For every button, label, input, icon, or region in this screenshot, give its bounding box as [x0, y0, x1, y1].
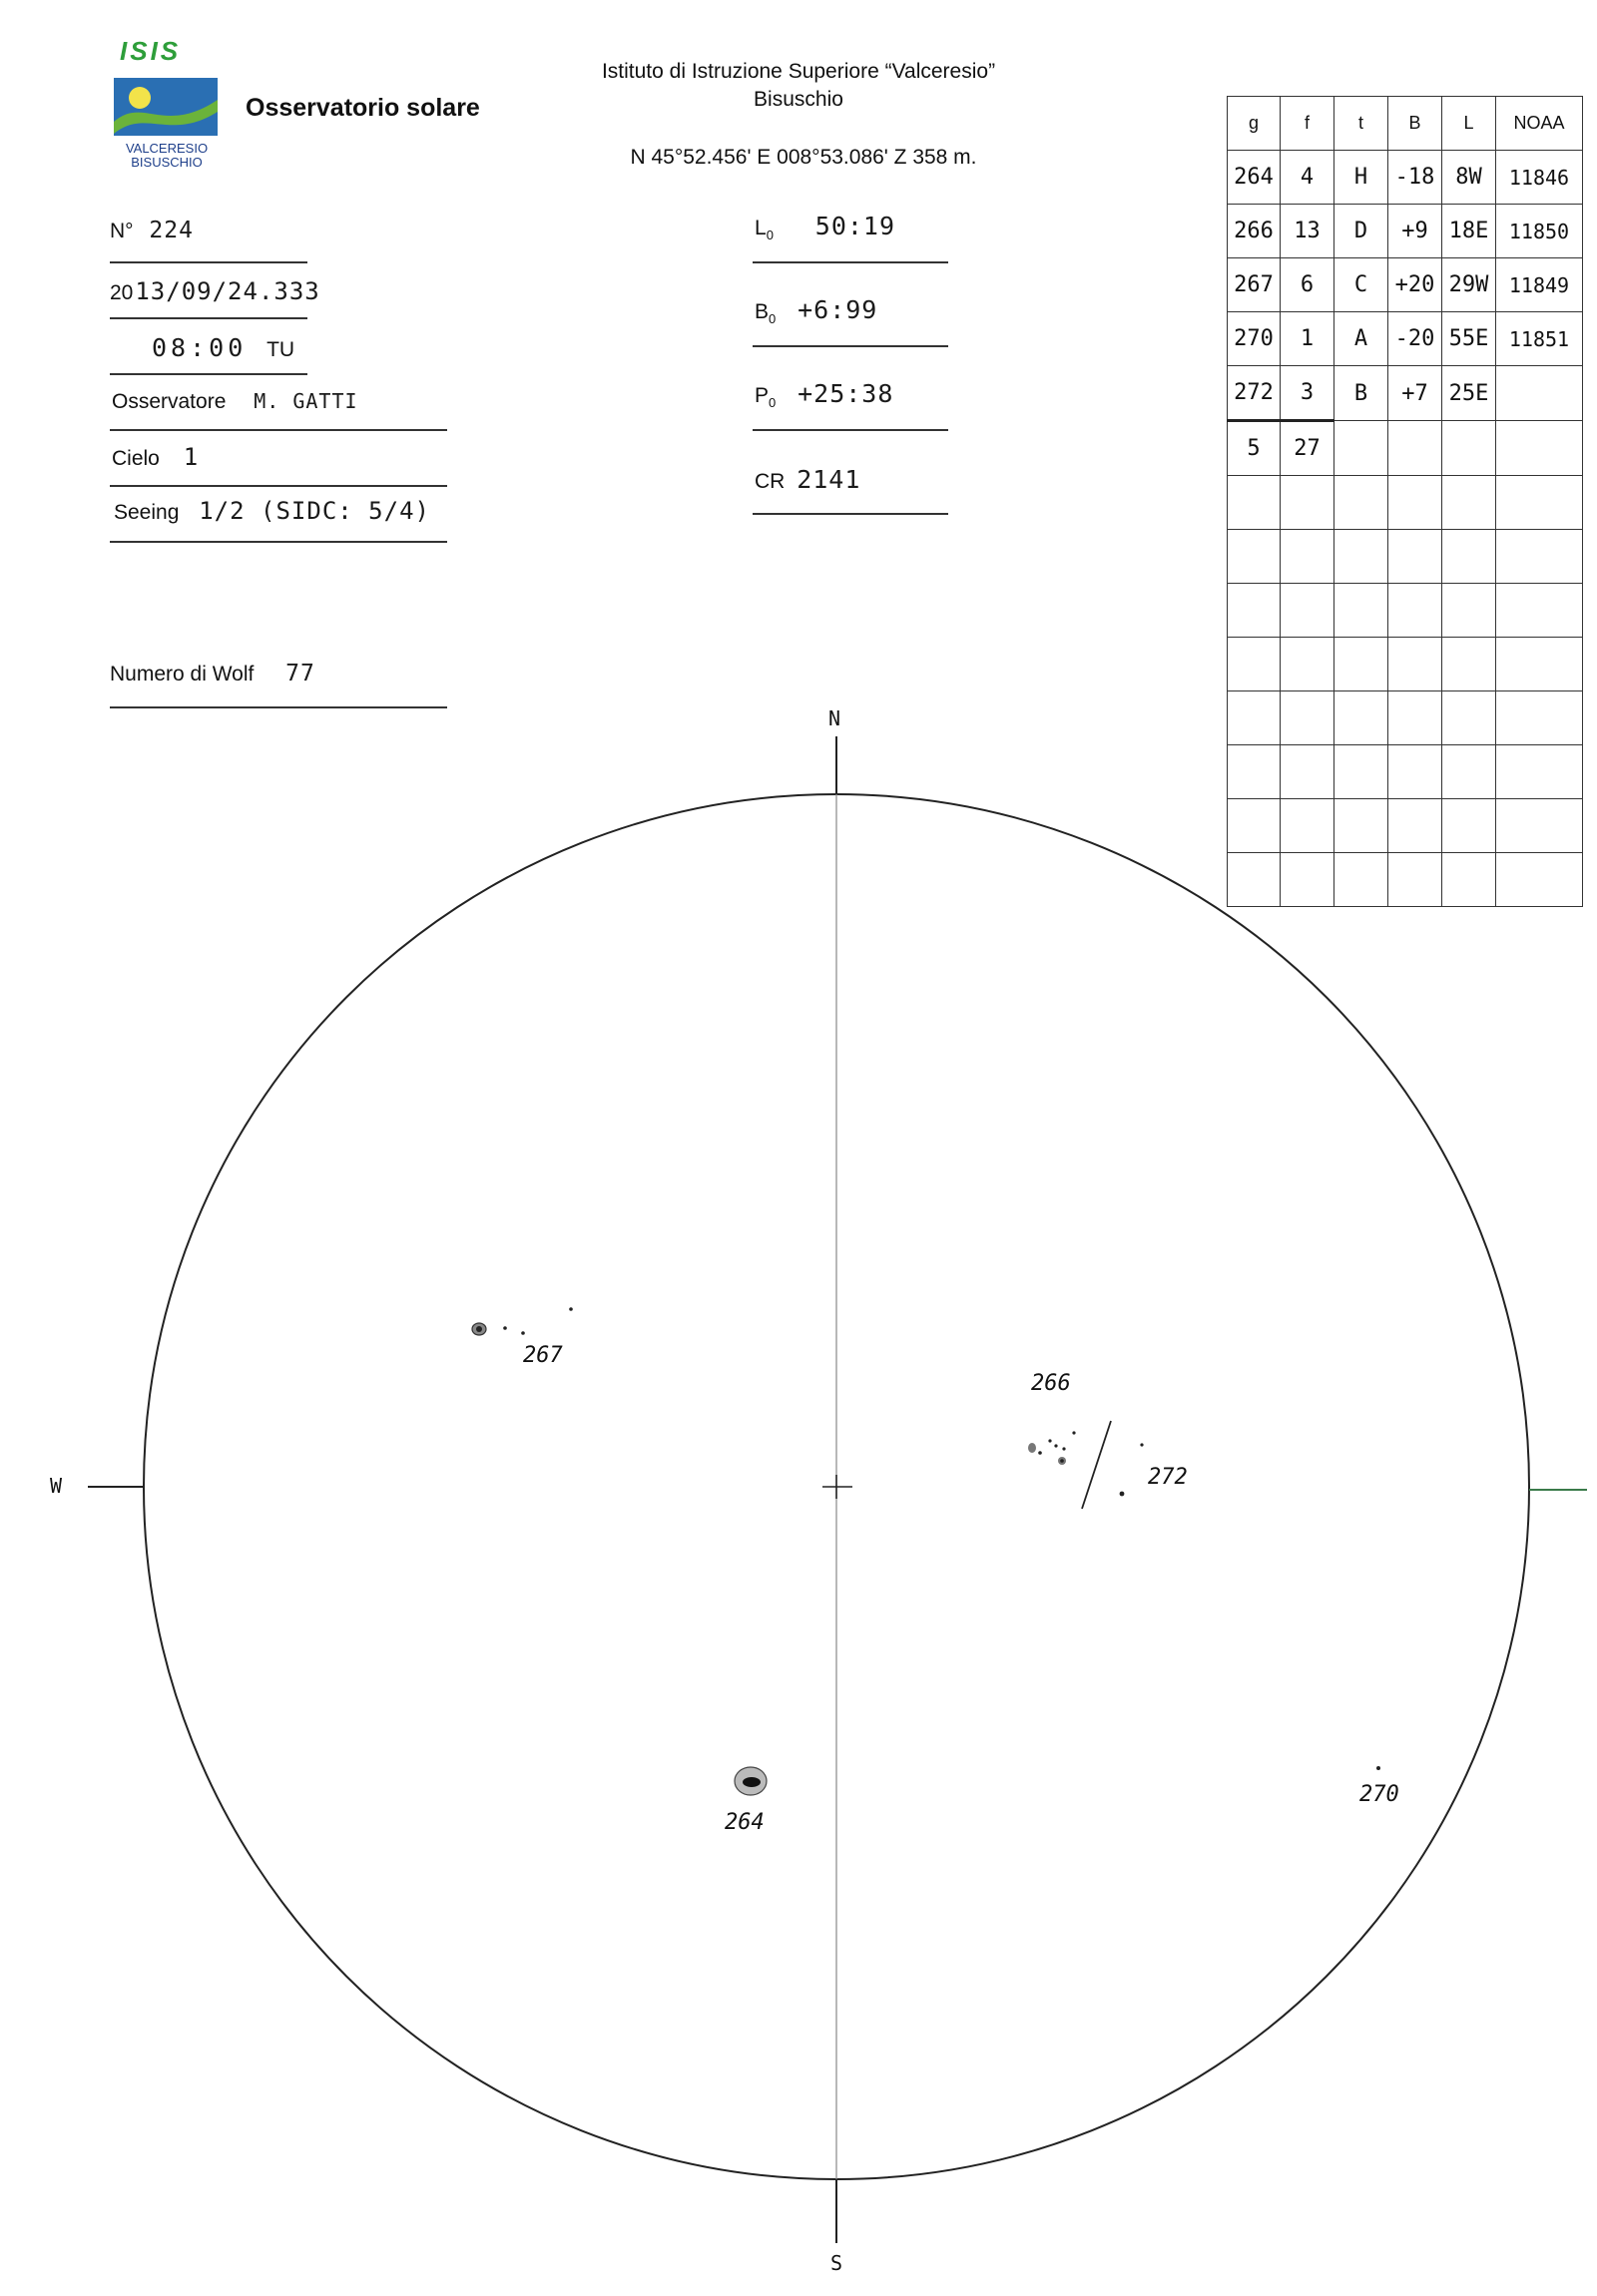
- table-cell: 25E: [1442, 366, 1496, 421]
- table-cell: [1228, 584, 1281, 638]
- table-cell: [1442, 799, 1496, 853]
- table-cell: 3: [1281, 366, 1334, 421]
- cr-field: [755, 465, 860, 494]
- date-value: 13/09/24.333: [135, 277, 320, 305]
- b0-field: [755, 295, 877, 326]
- table-row: [1228, 799, 1583, 853]
- north-label: N: [828, 706, 841, 730]
- table-cell: [1388, 853, 1442, 907]
- table-body: [1228, 151, 1583, 907]
- cr-line: [753, 513, 948, 515]
- table-cell: 6: [1281, 258, 1334, 312]
- table-cell: [1228, 476, 1281, 530]
- spot-group-267: [472, 1307, 573, 1335]
- table-cell: 11850: [1496, 205, 1583, 258]
- table-cell: [1334, 745, 1388, 799]
- table-cell: [1334, 584, 1388, 638]
- sunspot-table: [1227, 96, 1583, 907]
- table-cell: [1281, 584, 1334, 638]
- l0-sub: 0: [766, 228, 774, 243]
- logo-line-1: VALCERESIO: [125, 141, 209, 156]
- spot-group-272: [1120, 1443, 1144, 1496]
- group-separator: [1082, 1421, 1111, 1509]
- table-cell: D: [1334, 205, 1388, 258]
- wolf-label: Numero di Wolf: [110, 663, 255, 686]
- sky-value: 1: [183, 443, 200, 471]
- table-cell: [1281, 745, 1334, 799]
- table-cell: [1442, 476, 1496, 530]
- table-cell: [1496, 530, 1583, 584]
- table-cell: [1388, 530, 1442, 584]
- table-row: [1228, 853, 1583, 907]
- date-prefix: 20: [110, 281, 134, 304]
- table-cell: 18E: [1442, 205, 1496, 258]
- number-field: [110, 218, 194, 243]
- date-line: [110, 317, 307, 319]
- wolf-value: 77: [285, 661, 315, 687]
- table-cell: 8W: [1442, 151, 1496, 205]
- table-row: [1228, 258, 1583, 312]
- table-cell: 11851: [1496, 312, 1583, 366]
- table-cell: [1228, 853, 1281, 907]
- number-line: [110, 261, 307, 263]
- table-cell: [1496, 366, 1583, 421]
- table-row: [1228, 530, 1583, 584]
- l0-label: L: [755, 217, 767, 239]
- south-label: S: [830, 2251, 843, 2275]
- table-cell: 264: [1228, 151, 1281, 205]
- table-cell: [1281, 476, 1334, 530]
- header-b: B: [1388, 97, 1442, 151]
- table-cell: [1388, 691, 1442, 745]
- table-row: [1228, 312, 1583, 366]
- observer-label: Osservatore: [112, 390, 227, 413]
- table-cell: [1334, 638, 1388, 691]
- table-cell: 267: [1228, 258, 1281, 312]
- header-noaa: NOAA: [1496, 97, 1583, 151]
- table-cell: 55E: [1442, 312, 1496, 366]
- sky-field: [112, 443, 199, 471]
- b0-sub: 0: [769, 311, 777, 327]
- table-cell: [1281, 638, 1334, 691]
- header-t: t: [1334, 97, 1388, 151]
- group-label-264: 264: [725, 1810, 765, 1835]
- table-cell: [1228, 638, 1281, 691]
- table-cell: [1228, 530, 1281, 584]
- observatory-coordinates: N 45°52.456' E 008°53.086' Z 358 m.: [630, 146, 977, 169]
- institute-name: Istituto di Istruzione Superiore “Valceresio”: [601, 60, 996, 83]
- table-cell: [1442, 530, 1496, 584]
- wolf-line: [110, 706, 447, 708]
- table-cell: [1334, 853, 1388, 907]
- header-l: L: [1442, 97, 1496, 151]
- table-cell: [1388, 745, 1442, 799]
- table-cell: [1442, 691, 1496, 745]
- time-unit: TU: [266, 338, 295, 361]
- table-row: [1228, 421, 1583, 476]
- table-row: [1228, 476, 1583, 530]
- observer-field: [112, 389, 358, 414]
- header-g: g: [1228, 97, 1281, 151]
- b0-line: [753, 345, 948, 347]
- l0-value: 50:19: [814, 212, 896, 240]
- table-cell: [1442, 745, 1496, 799]
- table-cell: H: [1334, 151, 1388, 205]
- table-cell: [1496, 745, 1583, 799]
- p0-value: +25:38: [798, 379, 894, 408]
- spot-group-270: [1376, 1766, 1380, 1770]
- group-label-272: 272: [1148, 1465, 1188, 1490]
- table-row: [1228, 205, 1583, 258]
- table-row: [1228, 584, 1583, 638]
- number-value: 224: [149, 218, 194, 243]
- table-cell: [1388, 476, 1442, 530]
- table-cell: [1442, 853, 1496, 907]
- b0-value: +6:99: [798, 295, 878, 324]
- group-label-266: 266: [1031, 1371, 1071, 1396]
- table-cell: B: [1334, 366, 1388, 421]
- table-header-row: [1228, 97, 1583, 151]
- number-label: N°: [110, 220, 134, 242]
- header-f: f: [1281, 97, 1334, 151]
- time-value: 08:00: [152, 333, 248, 362]
- table-cell: [1442, 584, 1496, 638]
- p0-sub: 0: [769, 395, 777, 411]
- l0-field: [755, 212, 895, 242]
- table-cell: 4: [1281, 151, 1334, 205]
- table-cell: 13: [1281, 205, 1334, 258]
- solar-disk: [144, 794, 1529, 2179]
- table-cell: [1334, 691, 1388, 745]
- table-row: [1228, 745, 1583, 799]
- table-cell: [1496, 691, 1583, 745]
- time-field: [152, 333, 294, 362]
- table-row: [1228, 691, 1583, 745]
- table-row: [1228, 638, 1583, 691]
- table-cell: 5: [1228, 421, 1281, 476]
- time-line: [110, 373, 307, 375]
- table-cell: [1281, 853, 1334, 907]
- table-cell: [1496, 853, 1583, 907]
- table-cell: +20: [1388, 258, 1442, 312]
- group-label-267: 267: [523, 1343, 563, 1368]
- table-cell: 29W: [1442, 258, 1496, 312]
- sky-line: [110, 485, 447, 487]
- seeing-line: [110, 541, 447, 543]
- spot-group-264: [735, 1767, 767, 1795]
- table-cell: 266: [1228, 205, 1281, 258]
- cr-label: CR: [755, 470, 786, 493]
- table-cell: [1496, 476, 1583, 530]
- table-cell: [1388, 799, 1442, 853]
- table-cell: [1496, 421, 1583, 476]
- table-cell: [1496, 584, 1583, 638]
- logo-line-2: BISUSCHIO: [131, 155, 203, 170]
- table-cell: [1442, 638, 1496, 691]
- table-cell: -20: [1388, 312, 1442, 366]
- cr-value: 2141: [797, 465, 861, 494]
- page-title: Osservatorio solare: [246, 94, 480, 122]
- l0-line: [753, 261, 948, 263]
- table-cell: -18: [1388, 151, 1442, 205]
- group-label-270: 270: [1359, 1782, 1399, 1807]
- p0-field: [755, 379, 893, 410]
- logo-emblem-icon: [114, 78, 224, 138]
- institute-town: Bisuschio: [754, 88, 843, 111]
- spot-group-266: [1028, 1431, 1076, 1465]
- sky-label: Cielo: [112, 447, 160, 470]
- table-cell: [1334, 799, 1388, 853]
- logo: [112, 36, 222, 176]
- table-cell: 272: [1228, 366, 1281, 421]
- table-cell: 1: [1281, 312, 1334, 366]
- seeing-field: [114, 497, 430, 525]
- seeing-label: Seeing: [114, 501, 180, 524]
- table-cell: [1442, 421, 1496, 476]
- table-cell: 270: [1228, 312, 1281, 366]
- table-cell: +9: [1388, 205, 1442, 258]
- b0-label: B: [755, 300, 770, 323]
- table-cell: +7: [1388, 366, 1442, 421]
- table-cell: [1281, 799, 1334, 853]
- seeing-value: 1/2 (SIDC: 5/4): [199, 497, 430, 525]
- table-cell: [1228, 745, 1281, 799]
- table-cell: [1281, 530, 1334, 584]
- table-cell: C: [1334, 258, 1388, 312]
- table-row: [1228, 366, 1583, 421]
- observer-line: [110, 429, 447, 431]
- p0-line: [753, 429, 948, 431]
- p0-label: P: [755, 384, 770, 407]
- table-cell: [1496, 638, 1583, 691]
- table-cell: [1281, 691, 1334, 745]
- table-cell: [1496, 799, 1583, 853]
- table-cell: 11846: [1496, 151, 1583, 205]
- table-cell: [1228, 799, 1281, 853]
- table-cell: [1334, 476, 1388, 530]
- logo-acronym: ISIS: [120, 36, 182, 66]
- table-cell: [1388, 584, 1442, 638]
- table-row: [1228, 151, 1583, 205]
- table-cell: [1228, 691, 1281, 745]
- table-cell: 11849: [1496, 258, 1583, 312]
- table-cell: [1388, 638, 1442, 691]
- table-cell: A: [1334, 312, 1388, 366]
- table-cell: 27: [1281, 421, 1334, 476]
- observer-value: M. GATTI: [254, 389, 358, 413]
- west-label: W: [50, 1474, 63, 1498]
- date-field: [110, 277, 320, 305]
- wolf-number-field: [110, 661, 315, 687]
- table-cell: [1334, 421, 1388, 476]
- table-cell: [1334, 530, 1388, 584]
- table-cell: [1388, 421, 1442, 476]
